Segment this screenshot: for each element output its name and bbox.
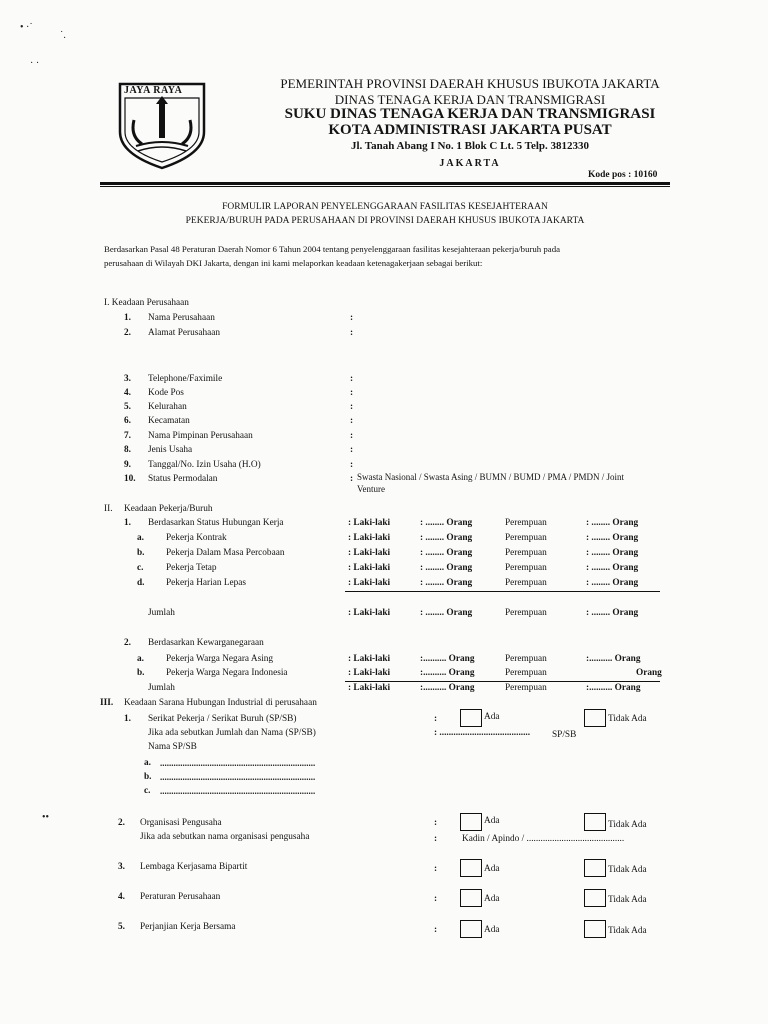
- tidak-ada-label: Tidak Ada: [608, 865, 647, 875]
- laki-laki-label: : Laki-laki: [348, 608, 391, 618]
- ada-label: Ada: [484, 816, 500, 826]
- s1-colon: :: [350, 374, 354, 384]
- scan-speck: · ·: [30, 58, 40, 69]
- s1-label-status-permodalan: Status Permodalan: [148, 474, 218, 484]
- s1-label-nama-perusahaan: Nama Perusahaan: [148, 313, 215, 323]
- header-line-3: SUKU DINAS TENAGA KERJA DAN TRANSMIGRASI: [284, 106, 656, 122]
- s3-organisasi-sub: Jika ada sebutkan nama organisasi pengusaha: [140, 832, 310, 842]
- sp-sb-letter: b.: [144, 772, 152, 782]
- s1-label-kelurahan: Kelurahan: [148, 402, 187, 412]
- ada-label: Ada: [484, 925, 500, 935]
- s1-label-kecamatan: Kecamatan: [148, 416, 190, 426]
- s2-label-wni: Pekerja Warga Negara Indonesia: [166, 668, 288, 678]
- sp-sb-name-field[interactable]: .....................................................................: [160, 786, 316, 796]
- s2-group-2-num: 2.: [124, 638, 131, 648]
- scan-speck: ˙.: [60, 30, 66, 41]
- laki-laki-count: : ........ Orang: [420, 578, 473, 588]
- ada-label: Ada: [484, 712, 500, 722]
- sp-sb-letter: c.: [144, 786, 151, 796]
- status-options-line-2: Venture: [357, 484, 385, 494]
- s1-item-num: 5.: [124, 402, 131, 412]
- header-line-2: DINAS TENAGA KERJA DAN TRANSMIGRASI: [334, 92, 606, 107]
- laki-laki-count: :.......... Orang: [420, 654, 475, 664]
- perempuan-label: Perempuan: [505, 608, 547, 618]
- header-city: JAKARTA: [439, 158, 501, 169]
- perempuan-label: Perempuan: [505, 668, 547, 678]
- s2-group-1-title: Berdasarkan Status Hubungan Kerja: [148, 518, 284, 528]
- laki-laki-label: : Laki-laki: [348, 518, 391, 528]
- scan-speck: ••: [42, 812, 50, 823]
- s3-item-num: 3.: [118, 862, 125, 872]
- s1-item-num: 4.: [124, 388, 131, 398]
- s1-label-jenis-usaha: Jenis Usaha: [148, 445, 193, 455]
- perempuan-count: : ........ Orang: [586, 578, 639, 588]
- laki-laki-label: : Laki-laki: [348, 563, 391, 573]
- s1-item-num: 8.: [124, 445, 131, 455]
- subtotal-rule: [345, 591, 660, 592]
- subtotal-rule: [345, 681, 660, 682]
- intro-line-1: Berdasarkan Pasal 48 Peraturan Daerah Nomor 6 Tahun 2004 tentang penyelenggaraan fasilitas kesejahteraan pekerja/buruh pada: [104, 244, 560, 254]
- logo-jaya-raya: [112, 80, 212, 170]
- tidak-ada-checkbox-pkb[interactable]: [584, 920, 606, 938]
- s2-item-letter: d.: [137, 578, 145, 588]
- header-address: Jl. Tanah Abang I No. 1 Blok C Lt. 5 Telp. 3812330: [350, 140, 590, 152]
- s3-label-serikat: Serikat Pekerja / Serikat Buruh (SP/SB): [148, 714, 297, 724]
- s1-label-telephone: Telephone/Faximile: [148, 374, 223, 384]
- perempuan-count: : ........ Orang: [586, 548, 639, 558]
- s3-colon: :: [434, 894, 438, 904]
- postal-code: Kode pos : 10160: [588, 170, 658, 180]
- perempuan-label: Perempuan: [505, 654, 547, 664]
- serikat-jumlah-field[interactable]: : .......................................: [434, 728, 531, 738]
- s2-item-letter: a.: [137, 654, 144, 664]
- s3-serikat-sub: Jika ada sebutkan Jumlah dan Nama (SP/SB): [148, 728, 316, 738]
- laki-laki-label: : Laki-laki: [348, 654, 391, 664]
- s1-item-num: 3.: [124, 374, 131, 384]
- jumlah-label: Jumlah: [148, 608, 175, 618]
- ada-checkbox-bipartit[interactable]: [460, 859, 482, 877]
- perempuan-label: Perempuan: [505, 518, 547, 528]
- s2-item-letter: c.: [137, 563, 144, 573]
- laki-laki-count: :.......... Orang: [420, 668, 475, 678]
- s1-colon: :: [350, 416, 354, 426]
- ada-checkbox-organisasi[interactable]: [460, 813, 482, 831]
- laki-laki-label: : Laki-laki: [348, 578, 391, 588]
- intro-paragraph: [104, 242, 704, 270]
- perempuan-count: :.......... Orang: [586, 683, 641, 693]
- s1-label-pimpinan: Nama Pimpinan Perusahaan: [148, 431, 253, 441]
- s2-group-1-num: 1.: [124, 518, 131, 528]
- perempuan-count: : ........ Orang: [586, 608, 639, 618]
- s1-item-num: 2.: [124, 328, 131, 338]
- form-title-2: PEKERJA/BURUH PADA PERUSAHAAN DI PROVINSI DAERAH KHUSUS IBUKOTA JAKARTA: [185, 216, 585, 226]
- header-rule-thin: [100, 186, 670, 187]
- laki-laki-label: : Laki-laki: [348, 548, 391, 558]
- form-title-1: FORMULIR LAPORAN PENYELENGGARAAN FASILITAS KESEJAHTERAAN: [222, 202, 548, 212]
- ada-label: Ada: [484, 864, 500, 874]
- tidak-ada-checkbox-peraturan[interactable]: [584, 889, 606, 907]
- sp-sb-label: SP/SB: [552, 730, 577, 740]
- header-line-4: KOTA ADMINISTRASI JAKARTA PUSAT: [328, 122, 612, 138]
- s1-item-num: 9.: [124, 460, 131, 470]
- perempuan-count: : ........ Orang: [586, 563, 639, 573]
- kadin-apindo-field[interactable]: Kadin / Apindo / ..........................................: [462, 834, 625, 844]
- s3-colon: :: [434, 834, 438, 844]
- laki-laki-count: : ........ Orang: [420, 518, 473, 528]
- s1-colon: :: [350, 313, 354, 323]
- section-3-title: Keadaan Sarana Hubungan Industrial di perusahaan: [124, 698, 317, 708]
- perempuan-count: :.......... Orang: [586, 654, 641, 664]
- section-2-num: II.: [104, 504, 113, 514]
- s1-colon: :: [350, 328, 354, 338]
- tidak-ada-label: Tidak Ada: [608, 820, 647, 830]
- laki-laki-label: : Laki-laki: [348, 533, 391, 543]
- sp-sb-name-field[interactable]: .....................................................................: [160, 772, 316, 782]
- tidak-ada-checkbox-bipartit[interactable]: [584, 859, 606, 877]
- s1-colon: :: [350, 445, 354, 455]
- s2-label-harian-lepas: Pekerja Harian Lepas: [166, 578, 247, 588]
- s3-label-bipartit: Lembaga Kerjasama Bipartit: [140, 862, 248, 872]
- s2-label-wna: Pekerja Warga Negara Asing: [166, 654, 274, 664]
- s3-item-num: 4.: [118, 892, 125, 902]
- laki-laki-count: : ........ Orang: [420, 548, 473, 558]
- s3-colon: :: [434, 714, 438, 724]
- laki-laki-label: : Laki-laki: [348, 668, 391, 678]
- s1-colon: :: [350, 402, 354, 412]
- section-2-title: Keadaan Pekerja/Buruh: [124, 504, 213, 514]
- tidak-ada-label: Tidak Ada: [608, 714, 647, 724]
- intro-line-2: perusahaan di Wilayah DKI Jakarta, dengan ini kami melaporkan keadaan ketenagakerjaan sebagai berikut:: [104, 258, 483, 268]
- s1-item-num: 6.: [124, 416, 131, 426]
- perempuan-label: Perempuan: [505, 683, 547, 693]
- tidak-ada-label: Tidak Ada: [608, 926, 647, 936]
- jumlah-label: Jumlah: [148, 683, 175, 693]
- s3-item-num: 2.: [118, 818, 125, 828]
- header-line-1: PEMERINTAH PROVINSI DAERAH KHUSUS IBUKOTA JAKARTA: [280, 76, 660, 91]
- perempuan-count: : ........ Orang: [586, 518, 639, 528]
- s1-label-kode-pos: Kode Pos: [148, 388, 184, 398]
- s3-colon: :: [434, 818, 438, 828]
- ada-checkbox-pkb[interactable]: [460, 920, 482, 938]
- s3-label-organisasi: Organisasi Pengusaha: [140, 818, 222, 828]
- logo-text: JAYA RAYA: [124, 85, 183, 96]
- perempuan-count: Orang: [636, 668, 662, 678]
- s1-item-num: 7.: [124, 431, 131, 441]
- s1-colon: :: [350, 474, 354, 484]
- s3-label-peraturan: Peraturan Perusahaan: [140, 892, 221, 902]
- tidak-ada-label: Tidak Ada: [608, 895, 647, 905]
- sp-sb-name-field[interactable]: .....................................................................: [160, 758, 316, 768]
- s1-label-izin-usaha: Tanggal/No. Izin Usaha (H.O): [148, 460, 261, 470]
- status-options-line-1: Swasta Nasional / Swasta Asing / BUMN / BUMD / PMA / PMDN / Joint: [357, 472, 625, 482]
- s3-item-num: 5.: [118, 922, 125, 932]
- s2-item-letter: a.: [137, 533, 144, 543]
- s1-label-alamat: Alamat Perusahaan: [148, 328, 221, 338]
- laki-laki-count: :.......... Orang: [420, 683, 475, 693]
- s1-colon: :: [350, 460, 354, 470]
- nama-sp-sb-label: Nama SP/SB: [148, 742, 197, 752]
- scan-speck: • ·˙: [20, 22, 33, 33]
- perempuan-label: Perempuan: [505, 548, 547, 558]
- s2-label-kontrak: Pekerja Kontrak: [166, 533, 227, 543]
- ada-checkbox-peraturan[interactable]: [460, 889, 482, 907]
- section-3-num: III.: [100, 698, 114, 708]
- laki-laki-count: : ........ Orang: [420, 533, 473, 543]
- laki-laki-count: : ........ Orang: [420, 608, 473, 618]
- s2-item-letter: b.: [137, 668, 145, 678]
- s3-label-pkb: Perjanjian Kerja Bersama: [140, 922, 236, 932]
- ada-checkbox-serikat[interactable]: [460, 709, 482, 727]
- s1-item-num: 1.: [124, 313, 131, 323]
- perempuan-label: Perempuan: [505, 533, 547, 543]
- s3-colon: :: [434, 925, 438, 935]
- perempuan-label: Perempuan: [505, 563, 547, 573]
- header-rule: [100, 182, 670, 185]
- s1-item-num: 10.: [124, 474, 136, 484]
- sp-sb-letter: a.: [144, 758, 151, 768]
- laki-laki-label: : Laki-laki: [348, 683, 391, 693]
- s3-colon: :: [434, 864, 438, 874]
- section-1-title: I. Keadaan Perusahaan: [104, 298, 189, 308]
- s1-colon: :: [350, 388, 354, 398]
- perempuan-count: : ........ Orang: [586, 533, 639, 543]
- ada-label: Ada: [484, 894, 500, 904]
- s3-item-num: 1.: [124, 714, 131, 724]
- s1-colon: :: [350, 431, 354, 441]
- perempuan-label: Perempuan: [505, 578, 547, 588]
- s2-label-tetap: Pekerja Tetap: [166, 563, 217, 573]
- tidak-ada-checkbox-organisasi[interactable]: [584, 813, 606, 831]
- s2-group-2-title: Berdasarkan Kewarganegaraan: [148, 638, 264, 648]
- laki-laki-count: : ........ Orang: [420, 563, 473, 573]
- tidak-ada-checkbox-serikat[interactable]: [584, 709, 606, 727]
- s2-item-letter: b.: [137, 548, 145, 558]
- s2-label-percobaan: Pekerja Dalam Masa Percobaan: [166, 548, 285, 558]
